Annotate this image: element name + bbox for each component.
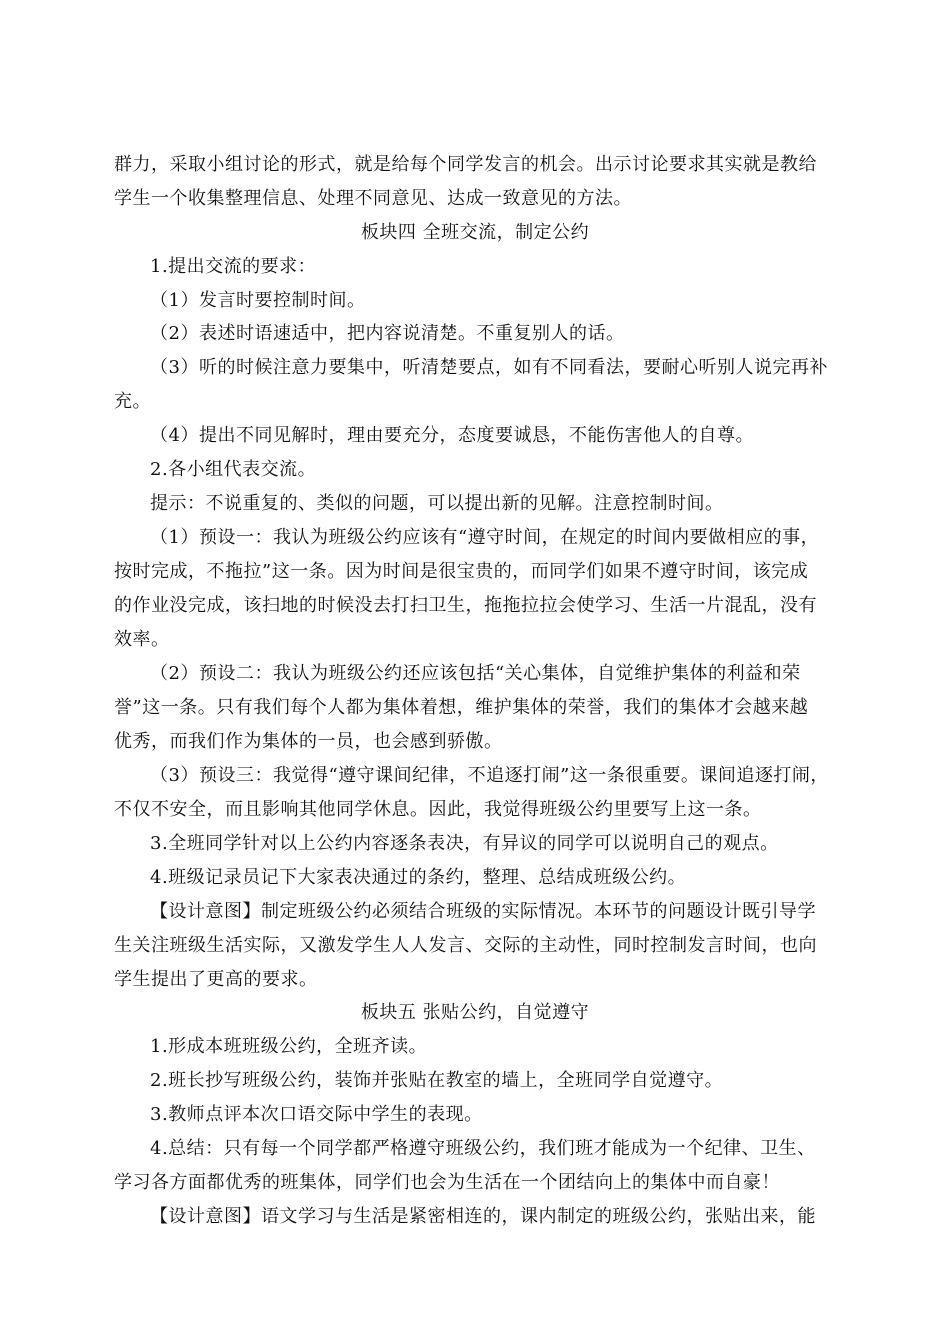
paragraph-line: 群力，采取小组讨论的形式，就是给每个同学发言的机会。出示讨论要求其实就是教给 [114,154,817,175]
paragraph-line: 学生提出了更高的要求。 [114,969,318,990]
list-item: 2.班长抄写班级公约，装饰并张贴在教室的墙上，全班同学自觉遵守。 [150,1070,724,1091]
list-item: 3.全班同学针对以上公约内容逐条表决，有异议的同学可以说明自己的观点。 [150,833,779,854]
list-item: 1.提出交流的要求： [150,256,317,277]
paragraph-line: 不仅不安全，而且影响其他同学休息。因此，我觉得班级公约里要写上这一条。 [114,799,762,820]
paragraph-line: 效率。 [114,629,170,650]
list-item: （1）发言时要控制时间。 [150,290,366,311]
list-item: 4.总结：只有每一个同学都严格遵守班级公约，我们班才能成为一个纪律、卫生、 [150,1138,816,1159]
section-heading: 板块五 张贴公约，自觉遵守 [360,1002,590,1023]
design-intent-paragraph: 【设计意图】制定班级公约必须结合班级的实际情况。本环节的问题设计既引导学 [150,901,816,922]
paragraph-line: 优秀，而我们作为集体的一员，也会感到骄傲。 [114,731,503,752]
paragraph-line: 充。 [114,391,151,412]
paragraph-line: 学生一个收集整理信息、处理不同意见、达成一致意见的方法。 [114,188,632,209]
list-item: （3）预设三：我觉得“遵守课间纪律，不追逐打闹”这一条很重要。课间追逐打闹， [150,765,829,786]
section-heading: 板块四 全班交流，制定公约 [360,222,590,243]
design-intent-paragraph: 【设计意图】语文学习与生活是紧密相连的，课内制定的班级公约，张贴出来，能 [150,1206,816,1227]
list-item: （2）表述时语速适中，把内容说清楚。不重复别人的话。 [150,323,625,344]
paragraph-line: 提示：不说重复的、类似的问题，可以提出新的见解。注意控制时间。 [150,493,724,514]
paragraph-line: 誉”这一条。只有我们每个人都为集体着想，维护集体的荣誉，我们的集体才会越来越 [114,697,809,718]
paragraph-line: 按时完成，不拖拉”这一条。因为时间是很宝贵的，而同学们如果不遵守时间，该完成 [114,561,809,582]
paragraph-line: 的作业没完成，该扫地的时候没去打扫卫生，拖拖拉拉会使学习、生活一片混乱，没有 [114,595,817,616]
list-item: （3）听的时候注意力要集中，听清楚要点，如有不同看法，要耐心听别人说完再补 [150,357,828,378]
list-item: 3.教师点评本次口语交际中学生的表现。 [150,1104,483,1125]
list-item: 2.各小组代表交流。 [150,459,317,480]
list-item: 1.形成本班班级公约，全班齐读。 [150,1036,428,1057]
list-item: 4.班级记录员记下大家表决通过的条约，整理、总结成班级公约。 [150,867,687,888]
list-item: （1）预设一：我认为班级公约应该有“遵守时间，在规定的时间内要做相应的事， [150,527,820,548]
list-item: （4）提出不同见解时，理由要充分，态度要诚恳，不能伤害他人的自尊。 [150,425,754,446]
paragraph-line: 学习各方面都优秀的班集体，同学们也会为生活在一个团结向上的集体中而自豪！ [114,1172,780,1193]
list-item: （2）预设二：我认为班级公约还应该包括“关心集体，自觉维护集体的利益和荣 [150,663,801,684]
paragraph-line: 生关注班级生活实际，又激发学生人人发言、交际的主动性，同时控制发言时间，也向 [114,935,817,956]
